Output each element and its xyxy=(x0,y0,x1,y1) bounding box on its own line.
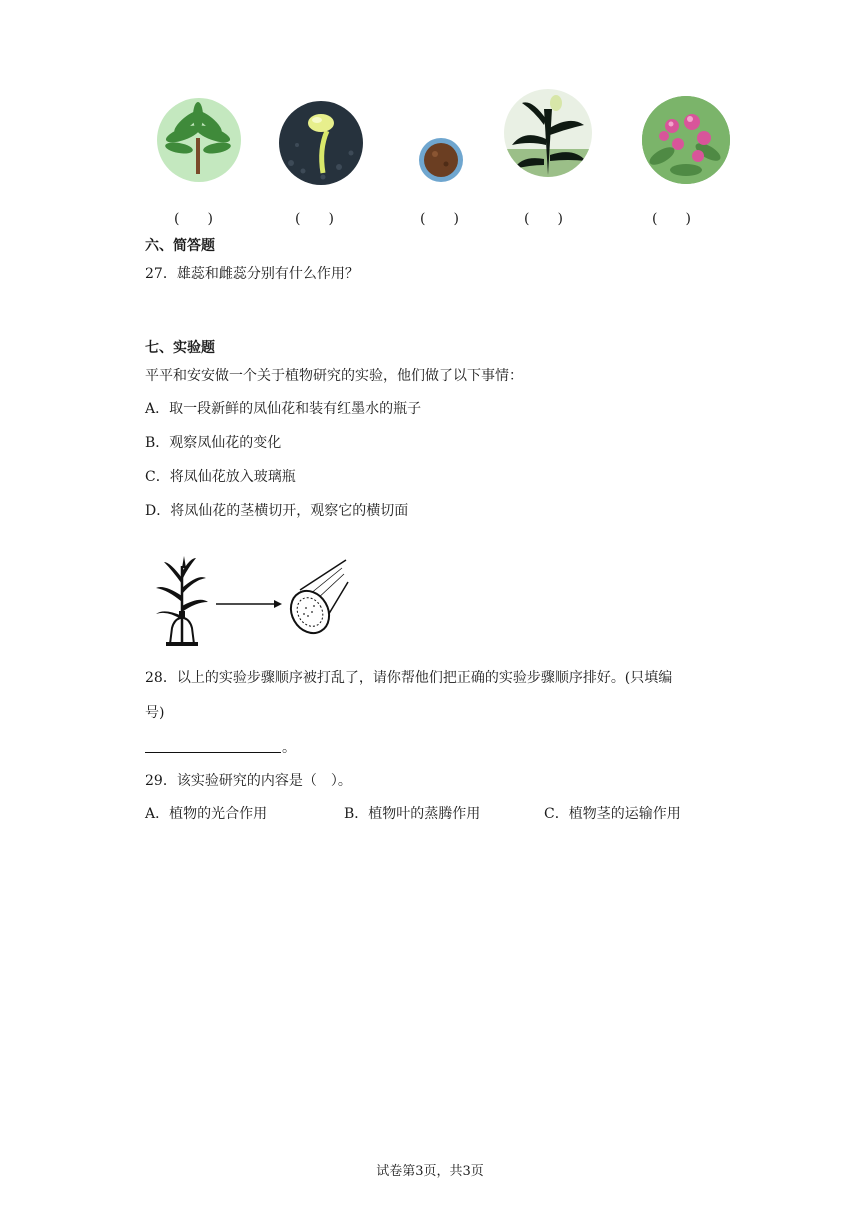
tree-sapling-icon xyxy=(157,98,241,182)
answer-blank-2[interactable]: ( ) xyxy=(295,211,334,227)
step-d: D．将凤仙花的茎横切开，观察它的横切面 xyxy=(145,503,409,519)
question-29-option-a[interactable]: A．植物的光合作用 xyxy=(145,806,268,822)
tree-sapling-image xyxy=(157,98,241,182)
question-29: 29．该实验研究的内容是（ ）。 xyxy=(145,773,352,789)
page-footer: 试卷第3页，共3页 xyxy=(376,1164,484,1179)
experiment-figure xyxy=(150,556,355,648)
question-28-line2: 号) xyxy=(145,705,165,721)
dark-leafy-plant-icon xyxy=(504,89,592,177)
question-27: 27．雄蕊和雌蕊分别有什么作用？ xyxy=(145,266,359,282)
seedling-sprout-image xyxy=(279,101,363,185)
experiment-intro: 平平和安安做一个关于植物研究的实验，他们做了以下事情： xyxy=(145,368,523,384)
question-28-line1: 28．以上的实验步骤顺序被打乱了，请你帮他们把正确的实验步骤顺序排好。(只填编 xyxy=(145,670,673,686)
seed-icon xyxy=(417,136,465,184)
step-b: B．观察凤仙花的变化 xyxy=(145,435,282,451)
answer-blank-1[interactable]: ( ) xyxy=(174,211,213,227)
step-c: C．将凤仙花放入玻璃瓶 xyxy=(145,469,296,485)
seed-image xyxy=(417,136,465,184)
seedling-sprout-icon xyxy=(279,101,363,185)
plant-in-flask-icon xyxy=(156,556,208,646)
question-29-option-c[interactable]: C．植物茎的运输作用 xyxy=(544,806,681,822)
pink-flowering-plant-icon xyxy=(642,96,730,184)
arrow-right-icon xyxy=(216,600,282,608)
section-6-heading: 六、简答题 xyxy=(145,238,215,254)
section-7-heading: 七、实验题 xyxy=(145,340,215,356)
answer-blank-4[interactable]: ( ) xyxy=(524,211,563,227)
pink-flowering-plant-image xyxy=(642,96,730,184)
answer-blank-3[interactable]: ( ) xyxy=(420,211,459,227)
question-28-answer-end: 。 xyxy=(282,740,296,756)
stem-cross-section-icon xyxy=(283,560,348,640)
question-28-answer-line[interactable] xyxy=(145,752,281,753)
question-29-option-b[interactable]: B．植物叶的蒸腾作用 xyxy=(344,806,481,822)
step-a: A．取一段新鲜的凤仙花和装有红墨水的瓶子 xyxy=(145,401,422,417)
answer-blank-5[interactable]: ( ) xyxy=(652,211,691,227)
dark-leafy-plant-image xyxy=(504,89,592,177)
